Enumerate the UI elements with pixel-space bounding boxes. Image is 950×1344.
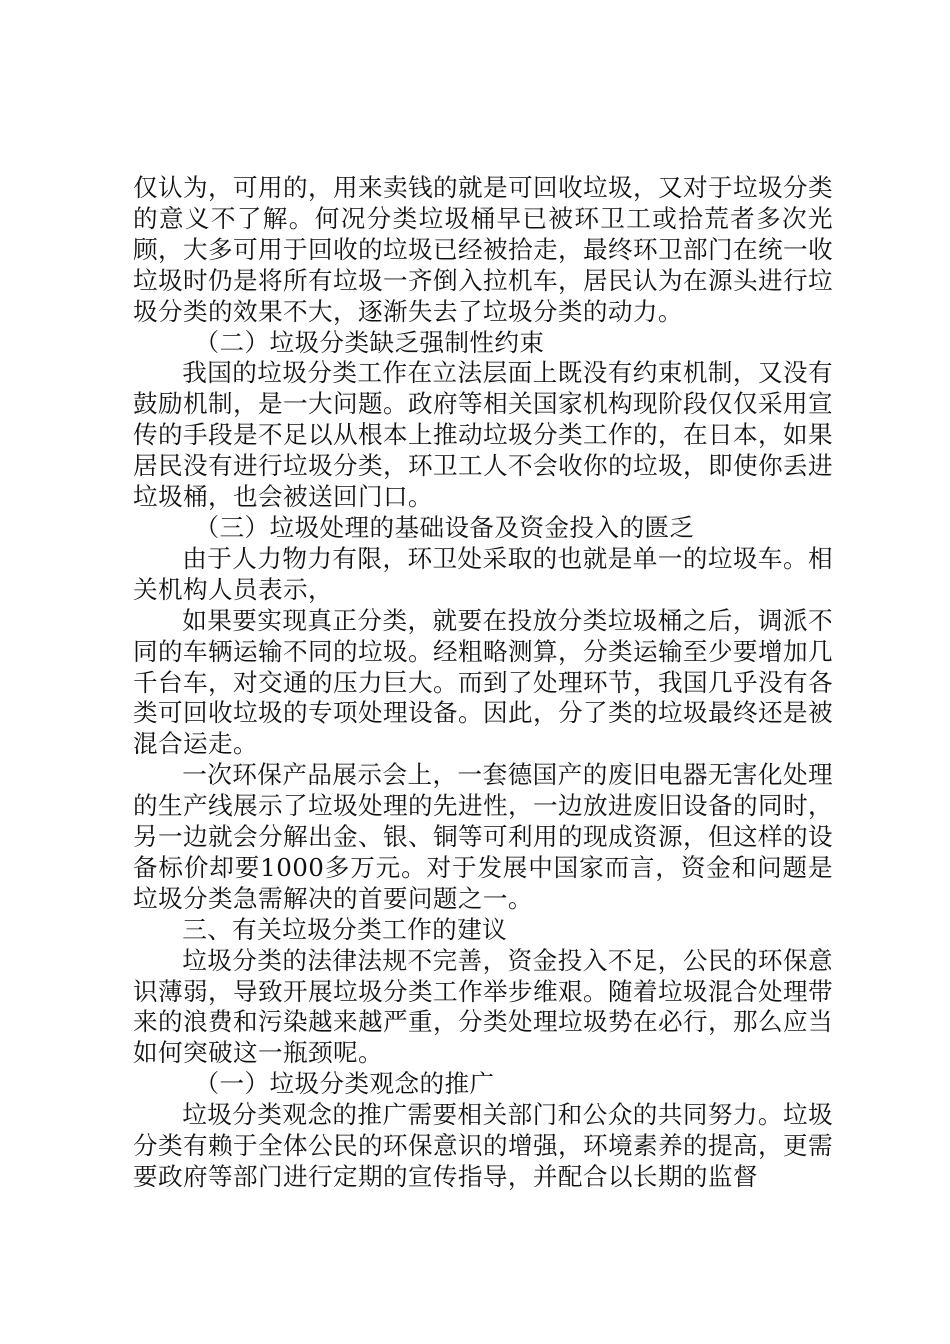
chapter-heading-suggestions: 三、有关垃圾分类工作的建议 (182, 914, 508, 944)
section-heading-3: （三）垃圾处理的基础设备及资金投入的匮乏 (194, 512, 695, 542)
section-heading-2: （二）垃圾分类缺乏强制性约束 (194, 327, 545, 357)
section-heading-promotion: （一）垃圾分类观念的推广 (194, 1069, 495, 1099)
paragraph-continuation: 仅认为，可用的，用来卖钱的就是可回收垃圾，又对于垃圾分类的意义不了解。何况分类垃圾桶早已被环卫工或拾荒者多次光顾，大多可用于回收的垃圾已经被拾走，最终环卫部门在统一收垃圾时仍是将所有垃圾一齐倒入拉机车，居民认为在源头进行垃圾分类的效果不大，逐渐失去了垃圾分类的动力。 (133, 173, 833, 326)
paragraph-resources: 由于人力物力有限，环卫处采取的也就是单一的垃圾车。相关机构人员表示， (133, 543, 833, 604)
paragraph-legal-constraint: 我国的垃圾分类工作在立法层面上既没有约束机制，又没有鼓励机制，是一大问题。政府等相关国家机构现阶段仅仅采用宣传的手段是不足以从根本上推动垃圾分类工作的，在日本，如果居民没有进行垃圾分类，环卫工人不会收你的垃圾，即使你丢进垃圾桶，也会被送回门口。 (133, 358, 833, 512)
paragraph-transport: 如果要实现真正分类，就要在投放分类垃圾桶之后，调派不同的车辆运输不同的垃圾。经粗略测算，分类运输至少要增加几千台车，对交通的压力巨大。而到了处理环节，我国几乎没有各类可回收垃圾的专项处理设备。因此，分了类的垃圾最终还是被混合运走。 (133, 605, 833, 759)
document-body (133, 173, 833, 1193)
paragraph-bottleneck: 垃圾分类的法律法规不完善，资金投入不足，公民的环保意识薄弱，导致开展垃圾分类工作举步维艰。随着垃圾混合处理带来的浪费和污染越来越严重，分类处理垃圾势在必行，那么应当如何突破这一瓶颈呢。 (133, 945, 833, 1068)
paragraph-promotion: 垃圾分类观念的推广需要相关部门和公众的共同努力。垃圾分类有赖于全体公民的环保意识的增强，环境素养的提高，更需要政府等部门进行定期的宣传指导，并配合以长期的监督 (133, 1100, 833, 1191)
paragraph-exhibition: 一次环保产品展示会上，一套德国产的废旧电器无害化处理的生产线展示了垃圾处理的先进性，一边放进废旧设备的同时，另一边就会分解出金、银、铜等可利用的现成资源，但这样的设备标价却要1000多万元。对于发展中国家而言，资金和问题是垃圾分类急需解决的首要问题之一。 (133, 760, 833, 913)
